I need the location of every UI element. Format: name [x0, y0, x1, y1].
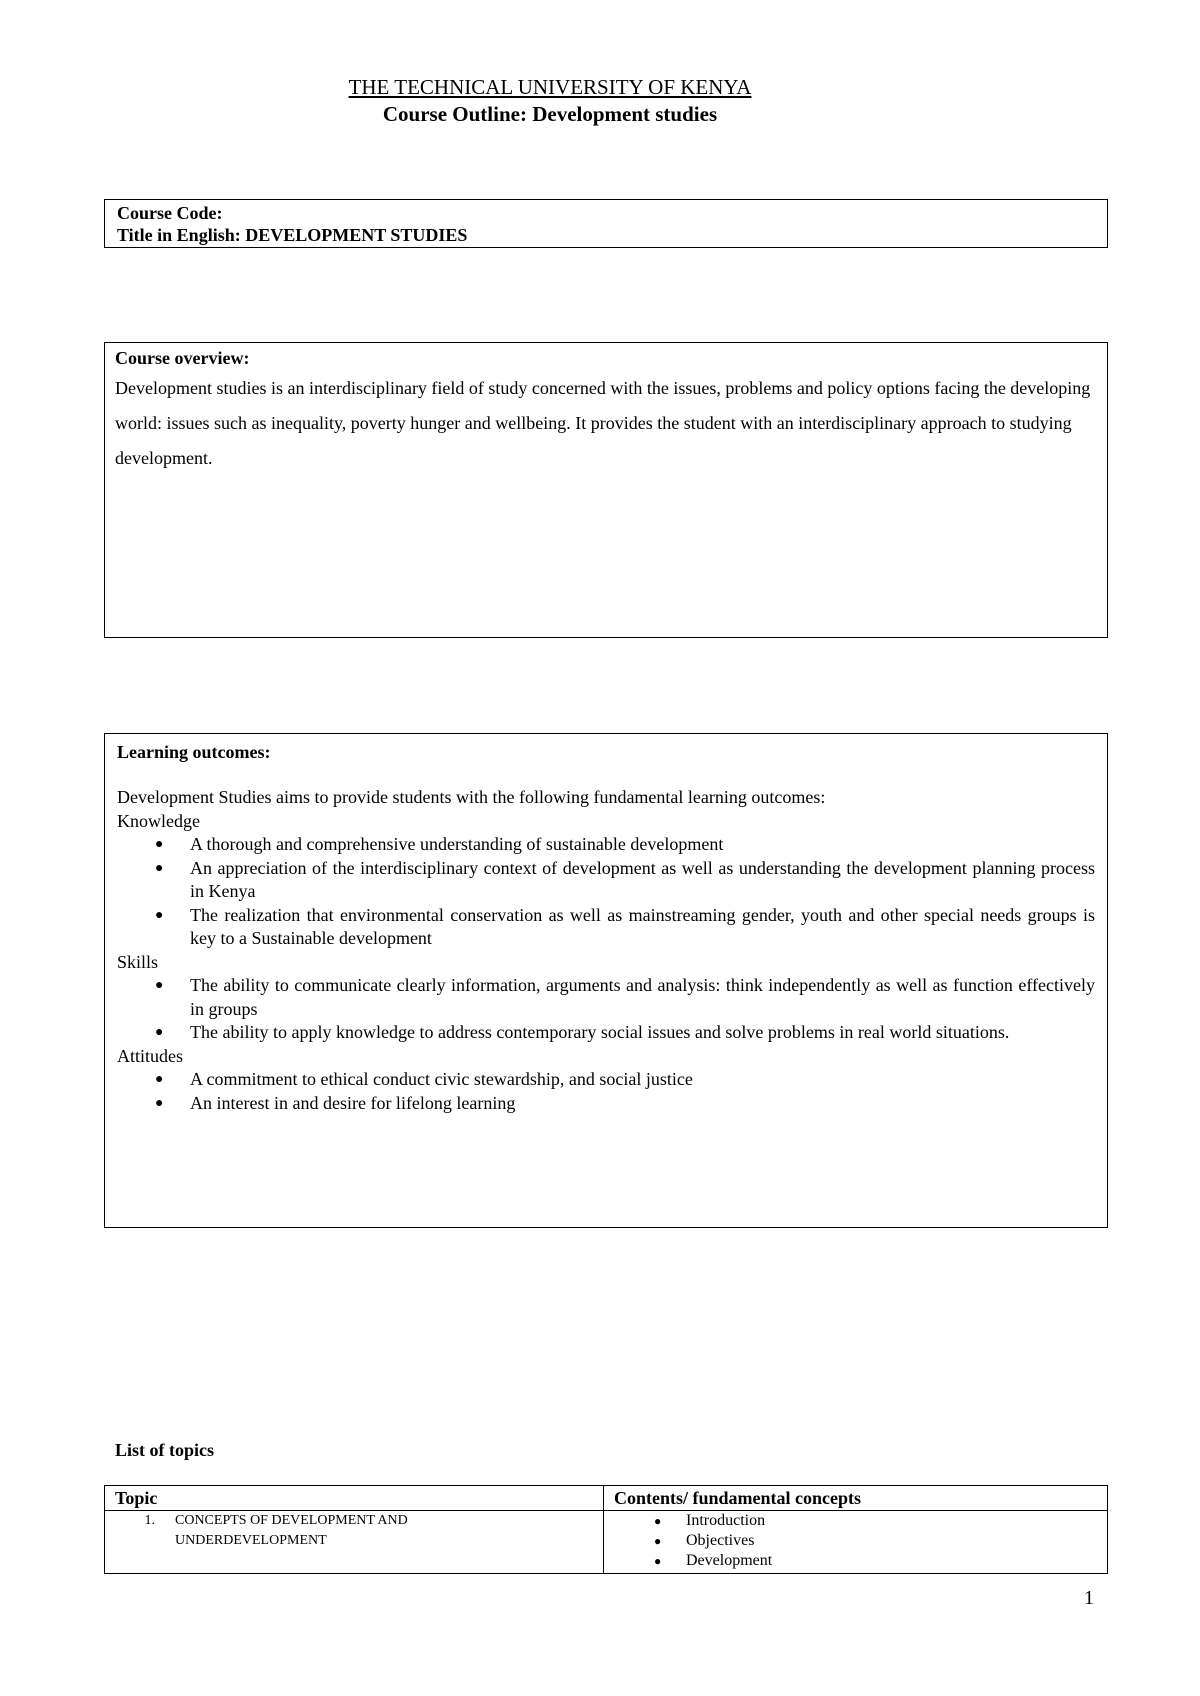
- bullet-icon: ●: [155, 907, 164, 923]
- bullet-icon: ●: [654, 1514, 662, 1528]
- topic-number: 1.: [144, 1513, 155, 1528]
- list-item: ● Development: [654, 1552, 773, 1569]
- contents-column-header: Contents/ fundamental concepts: [604, 1486, 1108, 1511]
- bullet-icon: ●: [155, 1025, 164, 1040]
- course-overview-text: Development studies is an interdisciplinary field of study concerned with the issues, problems and policy options facing the developing world: issues such as inequality, poverty hunger and wellbeing. It provides the student with an interdisciplinary approach to studying development.: [115, 378, 1091, 468]
- course-code-label: Course Code:: [117, 203, 223, 223]
- list-item: ● The realization that environmental conservation as well as mainstreaming gender, youth and other special needs groups is key to a Sustainable development: [155, 904, 1095, 948]
- topic-cell: [105, 1511, 604, 1574]
- section-heading-knowledge: Knowledge: [117, 810, 200, 831]
- topic-title: CONCEPTS OF DEVELOPMENT AND UNDERDEVELOPMENT: [175, 1513, 408, 1548]
- course-overview-box: [104, 342, 1108, 638]
- course-outline-title: Course Outline: Development studies: [382, 102, 718, 126]
- list-item: ● An interest in and desire for lifelong learning: [117, 1092, 1095, 1116]
- knowledge-list: [117, 833, 1095, 951]
- list-item: ● The ability to communicate clearly information, arguments and analysis: think independently as well as function effectively in groups: [155, 975, 1095, 1019]
- learning-outcomes-intro: Development Studies aims to provide students with the following fundamental learning outcomes:: [117, 787, 826, 807]
- section-heading-skills: Skills: [117, 951, 159, 972]
- bullet-icon: ●: [155, 837, 164, 852]
- list-item: ● A commitment to ethical conduct civic stewardship, and social justice: [117, 1068, 1095, 1092]
- list-item: ● Objectives: [654, 1532, 755, 1549]
- list-item: ● The ability to apply knowledge to address contemporary social issues and solve problems in real world situations.: [117, 1021, 1095, 1045]
- section-heading-attitudes: Attitudes: [117, 1045, 183, 1066]
- topics-table: [104, 1485, 1108, 1574]
- bullet-icon: ●: [155, 1072, 164, 1087]
- table-header-row: [105, 1486, 1108, 1511]
- course-overview-label: Course overview:: [115, 348, 250, 368]
- list-item: ● An appreciation of the interdisciplinary context of development as well as understanding the development planning process in Kenya: [155, 857, 1095, 901]
- attitudes-list: [117, 1068, 1095, 1115]
- learning-outcomes-box: [104, 733, 1108, 1228]
- skills-list: [117, 974, 1095, 1045]
- list-item: ● A thorough and comprehensive understanding of sustainable development: [117, 833, 1095, 857]
- bullet-icon: ●: [654, 1534, 662, 1548]
- concepts-cell: [604, 1511, 1108, 1574]
- course-title-label: Title in English: DEVELOPMENT STUDIES: [117, 225, 468, 245]
- page-number: 1: [1084, 1587, 1094, 1609]
- concepts-list: [614, 1511, 1097, 1571]
- learning-outcomes-label: Learning outcomes:: [117, 742, 271, 762]
- bullet-icon: ●: [155, 978, 164, 993]
- list-of-topics-label: List of topics: [115, 1440, 214, 1460]
- bullet-icon: ●: [155, 860, 164, 876]
- list-item: ● Introduction: [654, 1512, 766, 1529]
- bullet-icon: ●: [155, 1095, 164, 1111]
- university-name: THE TECHNICAL UNIVERSITY OF KENYA: [348, 75, 752, 99]
- document-header: [0, 74, 1100, 128]
- topic-column-header: Topic: [105, 1486, 604, 1511]
- bullet-icon: ●: [654, 1554, 662, 1568]
- course-info-box: [104, 199, 1108, 248]
- table-row: [105, 1511, 1108, 1574]
